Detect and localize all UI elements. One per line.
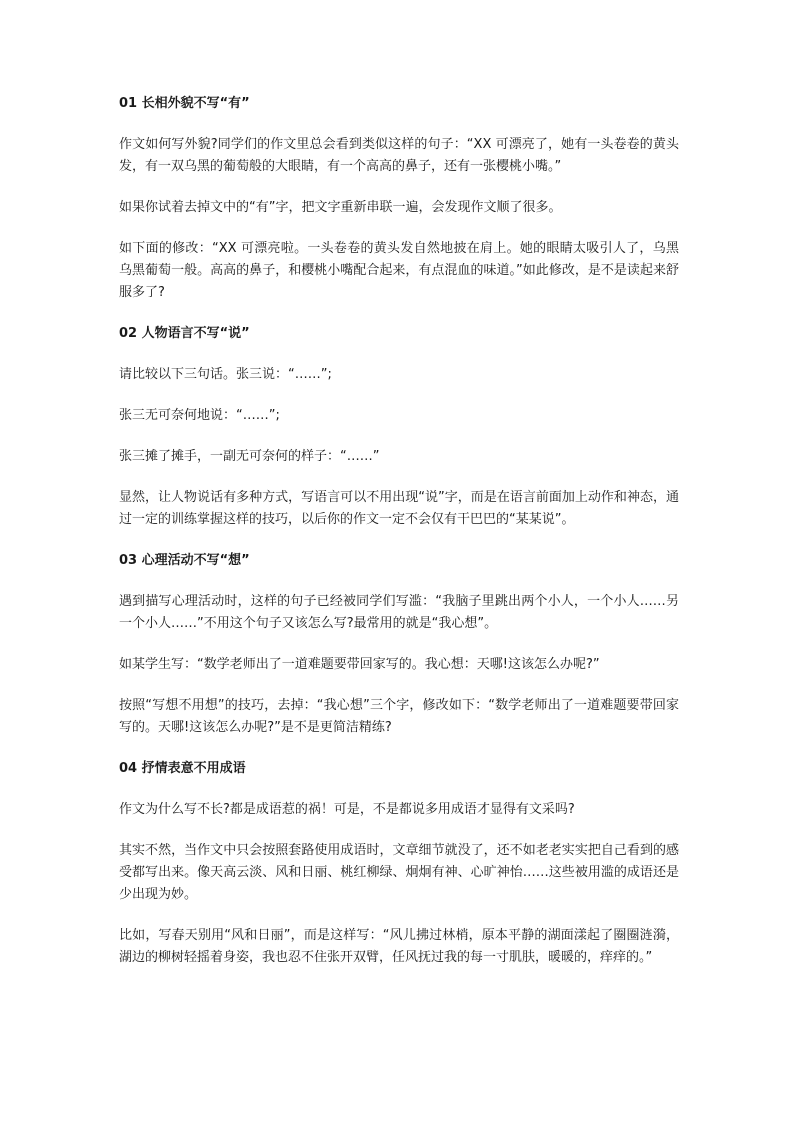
- section-04: [119, 758, 679, 969]
- section-heading: 04 抒情表意不用成语: [119, 761, 246, 776]
- paragraph: 其实不然，当作文中只会按照套路使用成语时，文章细节就没了，还不如老老实实把自己看到的感受都写出来。像天高云淡、风和日丽、桃红柳绿、炯炯有神、心旷神怡……这些被用滥的成语还是少出现为妙。: [119, 843, 679, 902]
- section-heading: 03 心理活动不写“想”: [119, 553, 250, 568]
- paragraph: 如某学生写：“数学老师出了一道难题要带回家写的。我心想：天哪!这该怎么办呢?”: [119, 657, 600, 672]
- paragraph: 显然，让人物说话有多种方式，写语言可以不用出现“说”字，而是在语言前面加上动作和神态，通过一定的训练掌握这样的技巧，以后你的作文一定不会仅有干巴巴的“某某说”。: [119, 490, 679, 527]
- section-02: [119, 323, 679, 531]
- paragraph: 张三摊了摊手，一副无可奈何的样子：“……”: [119, 449, 380, 464]
- paragraph: 如下面的修改：“XX 可漂亮啦。一头卷卷的黄头发自然地披在肩上。她的眼睛太吸引人了，乌黑乌黑葡萄一般。高高的鼻子，和樱桃小嘴配合起来，有点混血的味道。”如此修改，是不是读起来舒服多了?: [119, 241, 679, 300]
- section-heading: 01 长相外貌不写“有”: [119, 96, 250, 111]
- paragraph: 作文如何写外貌?同学们的作文里总会看到类似这样的句子：“XX 可漂亮了，她有一头卷卷的黄头发，有一双乌黑的葡萄般的大眼睛，有一个高高的鼻子，还有一张樱桃小嘴。”: [119, 137, 679, 174]
- paragraph: 张三无可奈何地说：“……”;: [119, 408, 280, 423]
- section-03: [119, 550, 679, 739]
- section-01: [119, 93, 679, 304]
- paragraph: 如果你试着去掉文中的“有”字，把文字重新串联一遍，会发现作文顺了很多。: [119, 200, 562, 215]
- paragraph: 按照“写想不用想”的技巧，去掉：“我心想”三个字，修改如下：“数学老师出了一道难题要带回家写的。天哪!这该怎么办呢?”是不是更简洁精练?: [119, 698, 679, 735]
- paragraph: 作文为什么写不长?都是成语惹的祸！可是，不是都说多用成语才显得有文采吗?: [119, 802, 575, 817]
- paragraph: 比如，写春天别用“风和日丽”，而是这样写：“风儿拂过林梢，原本平静的湖面漾起了圈圈涟漪，湖边的柳树轻摇着身姿，我也忍不住张开双臂，任风抚过我的每一寸肌肤，暖暖的，痒痒的。”: [119, 928, 679, 965]
- paragraph: 遇到描写心理活动时，这样的句子已经被同学们写滥：“我脑子里跳出两个小人，一个小人……另一个小人……”不用这个句子又该怎么写?最常用的就是“我心想”。: [119, 594, 679, 631]
- section-heading: 02 人物语言不写“说”: [119, 326, 250, 341]
- document-page: [119, 93, 679, 988]
- paragraph: 请比较以下三句话。张三说：“……”;: [119, 367, 332, 382]
